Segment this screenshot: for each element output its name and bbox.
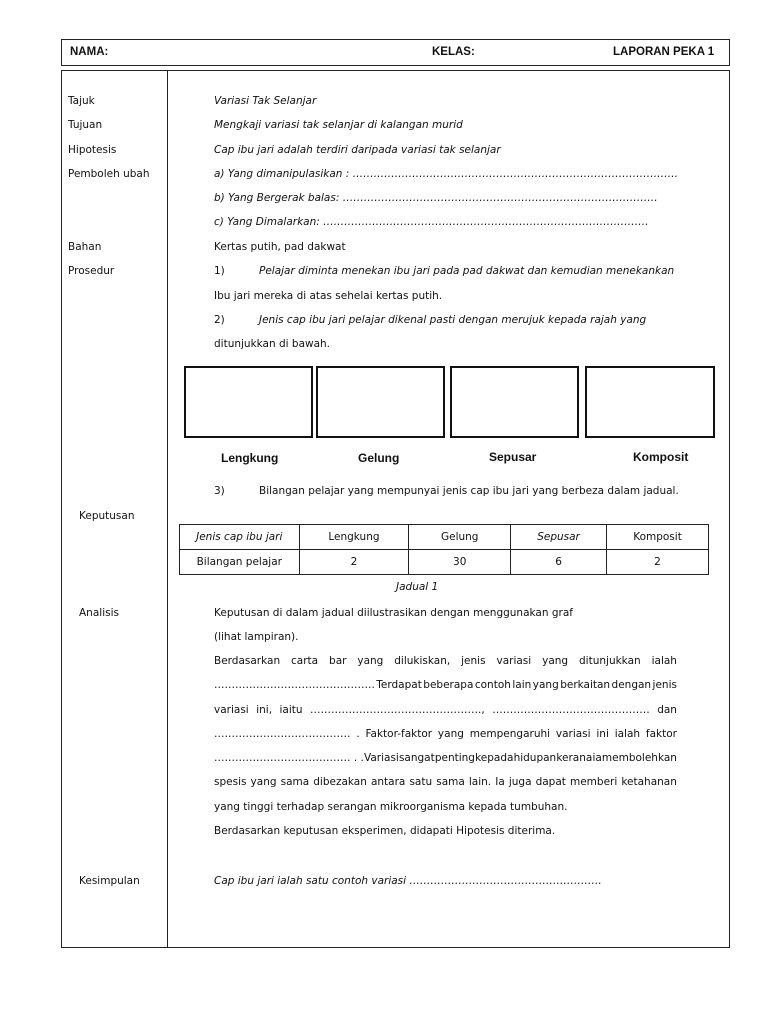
word: yang	[437, 728, 464, 740]
label-bahan: Bahan	[68, 241, 102, 253]
word: ditunjukkan	[579, 655, 641, 667]
bahan-text: Kertas putih, pad dakwat	[214, 241, 346, 253]
table-header-cell: Jenis cap ibu jari	[180, 525, 300, 550]
word: Berdasarkan	[214, 655, 281, 667]
table-cell: 6	[511, 550, 607, 575]
analisis-line-7	[214, 751, 677, 765]
word: sama	[280, 776, 310, 788]
word: antara	[370, 776, 406, 788]
table-header-cell: Sepusar	[511, 525, 607, 550]
word: satu	[409, 776, 433, 788]
word: dibezakan	[313, 776, 367, 788]
word: ketahanan	[621, 776, 677, 788]
word: sama	[436, 776, 465, 788]
table-cell: 2	[607, 550, 709, 575]
label-tujuan: Tujuan	[68, 119, 103, 131]
word: .	[356, 728, 360, 740]
word: contoh	[474, 679, 511, 691]
table-header-cell: Lengkung	[299, 525, 409, 550]
analisis-line-2: (lihat lampiran).	[214, 631, 299, 643]
word: spesis	[214, 776, 247, 788]
nama-label: NAMA:	[70, 46, 109, 58]
word: ialah	[651, 655, 677, 667]
label-tajuk: Tajuk	[68, 95, 95, 107]
hipotesis-text: Cap ibu jari adalah terdiri daripada variasi tak selanjar	[214, 144, 501, 156]
word: ini,	[256, 704, 273, 716]
ubah-a: a) Yang dimanipulasikan : …………………………………………………………………………………	[214, 168, 679, 180]
table-cell: 30	[409, 550, 511, 575]
prosedur-1-text: Pelajar diminta menekan ibu jari pada pad dakwat dan kemudian menekankan	[259, 265, 675, 277]
tujuan-text: Mengkaji variasi tak selanjar di kalangan murid	[214, 119, 463, 131]
fingerprint-label-komposit: Komposit	[633, 450, 689, 464]
word: Variasi	[363, 752, 399, 764]
analisis-line-9: yang tinggi terhadap serangan mikroorganisma kepada tumbuhan.	[214, 801, 568, 813]
word: berkaitan	[560, 679, 611, 691]
kesimpulan-text: Cap ibu jari ialah satu contoh variasi ……………………………………………….	[214, 875, 602, 887]
prosedur-3-text: Bilangan pelajar yang mempunyai jenis cap ibu jari yang berbeza dalam jadual.	[259, 485, 679, 497]
word: memberi	[569, 776, 618, 788]
results-table	[179, 524, 709, 575]
analisis-line-8	[214, 775, 677, 789]
word: variasi	[555, 728, 591, 740]
word: …………………………………	[214, 728, 351, 740]
fingerprint-label-lengkung: Lengkung	[221, 451, 279, 465]
prosedur-1-cont: Ibu jari mereka di atas sehelai kertas putih.	[214, 290, 443, 302]
word: Ia	[495, 776, 505, 788]
word: lain.	[468, 776, 492, 788]
word: lain	[512, 679, 532, 691]
fingerprint-box-komposit	[585, 366, 715, 438]
word: dilukiskan,	[394, 655, 451, 667]
word: yang	[542, 655, 569, 667]
prosedur-2-num: 2)	[214, 314, 225, 326]
word: variasi	[214, 704, 249, 716]
label-keputusan: Keputusan	[79, 510, 135, 522]
prosedur-2-cont: ditunjukkan di bawah.	[214, 338, 331, 350]
word: faktor	[645, 728, 677, 740]
word: ia	[592, 752, 602, 764]
word: ……………………………………….	[214, 679, 375, 691]
word: penting	[434, 752, 475, 764]
fingerprint-box-sepusar	[450, 366, 579, 438]
label-analisis: Analisis	[79, 607, 119, 619]
fingerprint-label-gelung: Gelung	[358, 451, 400, 465]
word: kerana	[556, 752, 593, 764]
analisis-line-3	[214, 654, 677, 668]
word: sangat	[398, 752, 435, 764]
word: membolehkan	[601, 752, 677, 764]
analisis-line-6	[214, 727, 677, 741]
label-hipotesis: Hipotesis	[68, 144, 117, 156]
word: variasi	[496, 655, 532, 667]
prosedur-2-text: Jenis cap ibu jari pelajar dikenal pasti dengan merujuk kepada rajah yang	[259, 314, 647, 326]
table-header-row	[180, 525, 709, 550]
word: dapat	[535, 776, 566, 788]
word: ………………………………………	[492, 704, 650, 716]
word: juga	[508, 776, 532, 788]
word: jenis	[461, 655, 486, 667]
kelas-label: KELAS:	[432, 46, 475, 58]
word: ini	[596, 728, 609, 740]
prosedur-1-num: 1)	[214, 265, 225, 277]
word: hidupan	[513, 752, 557, 764]
label-pemboleh-ubah: Pemboleh ubah	[68, 168, 150, 180]
label-kesimpulan: Kesimpulan	[79, 875, 140, 887]
ubah-c: c) Yang Dimalarkan: …………………………………………………………………………………	[214, 216, 649, 228]
analisis-line-10: Berdasarkan keputusan eksperimen, didapati Hipotesis diterima.	[214, 825, 556, 837]
fingerprint-box-lengkung	[184, 366, 313, 438]
label-prosedur: Prosedur	[68, 265, 115, 277]
word: dengan	[611, 679, 652, 691]
word: bar	[329, 655, 347, 667]
fingerprint-label-sepusar: Sepusar	[489, 450, 537, 464]
word: yang	[532, 679, 559, 691]
table-row	[180, 550, 709, 575]
column-divider	[167, 70, 168, 948]
word: mempengaruhi	[469, 728, 551, 740]
analisis-line-4	[214, 678, 677, 692]
table-cell: 2	[299, 550, 409, 575]
table-header-cell: Gelung	[409, 525, 511, 550]
laporan-label: LAPORAN PEKA 1	[613, 46, 715, 58]
word: carta	[291, 655, 319, 667]
ubah-b: b) Yang Bergerak balas: ………………………………………………………………………………	[214, 192, 658, 204]
word: ………………………………………….,	[310, 704, 485, 716]
word: iaitu	[279, 704, 303, 716]
word: yang	[357, 655, 384, 667]
word: yang	[250, 776, 277, 788]
word: ialah	[614, 728, 641, 740]
fingerprint-box-gelung	[316, 366, 445, 438]
word: kepada	[475, 752, 514, 764]
analisis-line-5	[214, 703, 677, 717]
header-bar	[61, 39, 730, 66]
word: dan	[657, 704, 677, 716]
table-cell: Bilangan pelajar	[180, 550, 300, 575]
prosedur-3-num: 3)	[214, 485, 225, 497]
table-caption: Jadual 1	[396, 581, 439, 593]
analisis-line-1: Keputusan di dalam jadual diilustrasikan dengan menggunakan graf	[214, 607, 573, 619]
word: beberapa	[423, 679, 474, 691]
table-header-cell: Komposit	[607, 525, 709, 550]
word: jenis	[652, 679, 677, 691]
word: Terdapat	[376, 679, 422, 691]
word: ………………………………… . .	[214, 752, 364, 764]
tajuk-text: Variasi Tak Selanjar	[214, 95, 317, 107]
word: Faktor-faktor	[365, 728, 433, 740]
